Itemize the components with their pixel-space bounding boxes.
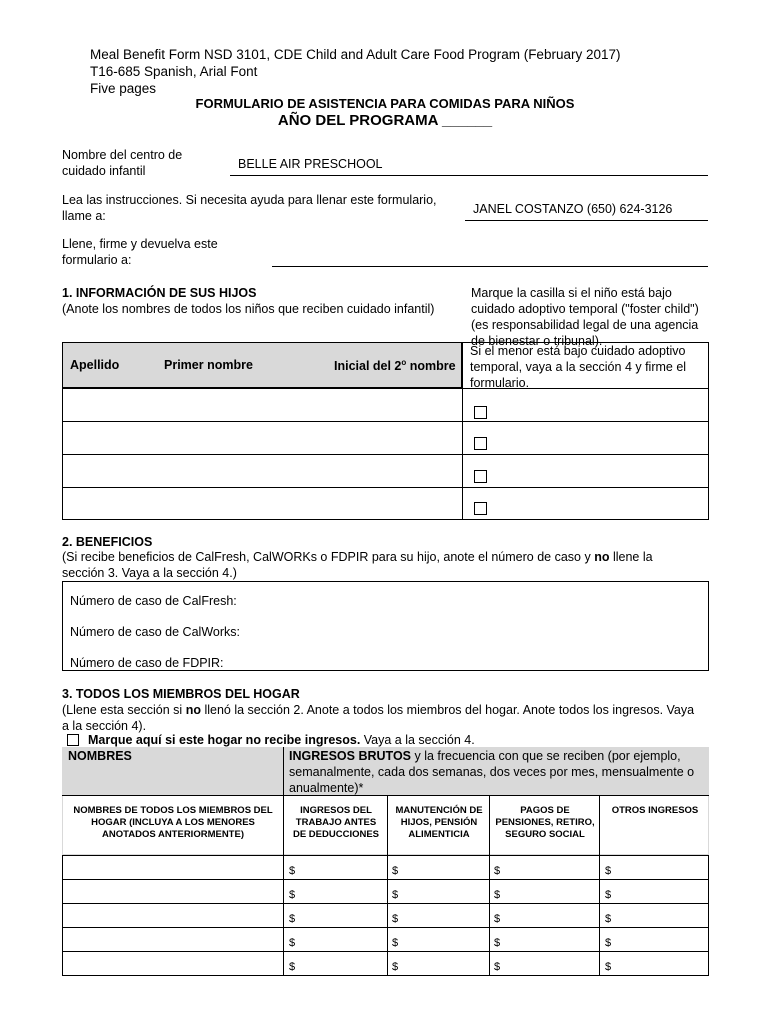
section2-instructions: (Si recibe beneficios de CalFresh, CalWORKs o FDPIR para su hijo, anote el número de caso y no llene la sección 3. Vaya a la sección 4.) — [62, 550, 653, 580]
col-middle-initial: Inicial del 2$^o$ nombre — [334, 358, 456, 374]
section3-title: 3. TODOS LOS MIEMBROS DEL HOGAR — [62, 687, 300, 701]
calworks-label: Número de caso de CalWorks: — [70, 625, 240, 639]
section1-subtitle: (Anote los nombres de todos los niños que reciben cuidado infantil) — [62, 302, 435, 316]
row4-work-income[interactable]: $ — [289, 937, 296, 949]
center-name-label: Nombre del centro de cuidado infantil — [62, 148, 183, 178]
benefits-box — [62, 581, 709, 671]
col-other-income: OTROS INGRESOS — [611, 805, 699, 816]
form-id-line: Meal Benefit Form NSD 3101, CDE Child and Adult Care Food Program (February 2017) — [90, 47, 621, 62]
row3-work-income[interactable]: $ — [289, 913, 296, 925]
row4-child-support[interactable]: $ — [392, 937, 399, 949]
row2-pensions[interactable]: $ — [494, 889, 501, 901]
col-members: NOMBRES DE TODOS LOS MIEMBROS DEL HOGAR (INCLUYA A LOS MENORES ANOTADOS ANTERIORMENTE) — [73, 805, 273, 840]
row3-other-income[interactable]: $ — [605, 913, 612, 925]
no-income-label: Marque aquí si este hogar no recibe ingresos. Vaya a la sección 4. — [88, 733, 475, 747]
calworks-case-input[interactable] — [243, 618, 703, 642]
center-name-value: BELLE AIR PRESCHOOL — [238, 157, 383, 171]
help-contact-value: JANEL COSTANZO (650) 624-3126 — [473, 202, 673, 216]
row1-pensions[interactable]: $ — [494, 865, 501, 877]
children-table — [62, 342, 709, 520]
row1-work-income[interactable]: $ — [289, 865, 296, 877]
foster-checkbox-2[interactable] — [474, 437, 487, 450]
member-row-3-name[interactable] — [63, 904, 282, 927]
col-pensions: PAGOS DE PENSIONES, RETIRO, SEGURO SOCIAL — [495, 805, 595, 840]
row3-child-support[interactable]: $ — [392, 913, 399, 925]
col-foster: Si el menor está bajo cuidado adoptivo temporal, vaya a la sección 4 y firme el formulario. — [470, 344, 687, 390]
child-row-4-name[interactable] — [62, 488, 462, 520]
row5-work-income[interactable]: $ — [289, 961, 296, 973]
row1-other-income[interactable]: $ — [605, 865, 612, 877]
member-row-1-name[interactable] — [63, 856, 282, 879]
form-pages-line: Five pages — [90, 81, 157, 96]
help-contact-field[interactable] — [465, 199, 708, 221]
foster-checkbox-1[interactable] — [474, 406, 487, 419]
col-child-support: MANUTENCIÓN DE HIJOS, PENSIÓN ALIMENTICIA — [395, 805, 483, 840]
child-row-2-name[interactable] — [62, 422, 462, 454]
col-work-income: INGRESOS DEL TRABAJO ANTES DE DEDUCCIONES — [292, 805, 380, 840]
row4-other-income[interactable]: $ — [605, 937, 612, 949]
return-label: Llene, firme y devuelva este formulario a: — [62, 237, 218, 267]
return-address-field[interactable] — [272, 250, 708, 267]
no-income-checkbox[interactable] — [67, 734, 79, 746]
col-first-name: Primer nombre — [164, 358, 253, 372]
col-names-header: NOMBRES — [68, 749, 132, 763]
help-label: Lea las instrucciones. Si necesita ayuda para llenar este formulario, llame a: — [62, 193, 437, 223]
fdpir-label: Número de caso de FDPIR: — [70, 656, 224, 670]
row5-child-support[interactable]: $ — [392, 961, 399, 973]
household-table — [62, 747, 709, 976]
row4-pensions[interactable]: $ — [494, 937, 501, 949]
foster-checkbox-4[interactable] — [474, 502, 487, 515]
calfresh-case-input[interactable] — [243, 588, 703, 612]
section2-title: 2. BENEFICIOS — [62, 535, 153, 549]
row5-pensions[interactable]: $ — [494, 961, 501, 973]
member-row-2-name[interactable] — [63, 880, 282, 903]
member-row-5-name[interactable] — [63, 952, 282, 975]
foster-checkbox-3[interactable] — [474, 470, 487, 483]
row3-pensions[interactable]: $ — [494, 913, 501, 925]
row2-other-income[interactable]: $ — [605, 889, 612, 901]
row1-child-support[interactable]: $ — [392, 865, 399, 877]
row2-work-income[interactable]: $ — [289, 889, 296, 901]
child-row-1-name[interactable] — [62, 389, 462, 421]
foster-note: Marque la casilla si el niño está bajo cuidado adoptivo temporal ("foster child") (es responsabilidad legal de una agencia de bienestar o tribunal). — [471, 286, 699, 348]
col-gross-income-header: INGRESOS BRUTOS y la frecuencia con que se reciben (por ejemplo, semanalmente, cada dos semanas, dos veces por mes, mensualmente o anualmente)* — [289, 749, 695, 795]
row5-other-income[interactable]: $ — [605, 961, 612, 973]
calfresh-label: Número de caso de CalFresh: — [70, 594, 237, 608]
row2-child-support[interactable]: $ — [392, 889, 399, 901]
center-name-field[interactable] — [230, 155, 708, 176]
form-language-line: T16-685 Spanish, Arial Font — [90, 64, 258, 79]
program-year: AÑO DEL PROGRAMA ______ — [277, 112, 493, 129]
col-last-name: Apellido — [70, 358, 120, 372]
section1-title: 1. INFORMACIÓN DE SUS HIJOS — [62, 286, 257, 300]
member-row-4-name[interactable] — [63, 928, 282, 951]
child-row-3-name[interactable] — [62, 455, 462, 487]
fdpir-case-input[interactable] — [233, 648, 703, 670]
section3-instructions: (Llene esta sección si no llenó la sección 2. Anote a todos los miembros del hogar. Anote todos los ingresos. Vaya a la sección 4). — [62, 703, 695, 733]
form-title: FORMULARIO DE ASISTENCIA PARA COMIDAS PARA NIÑOS — [195, 96, 575, 111]
